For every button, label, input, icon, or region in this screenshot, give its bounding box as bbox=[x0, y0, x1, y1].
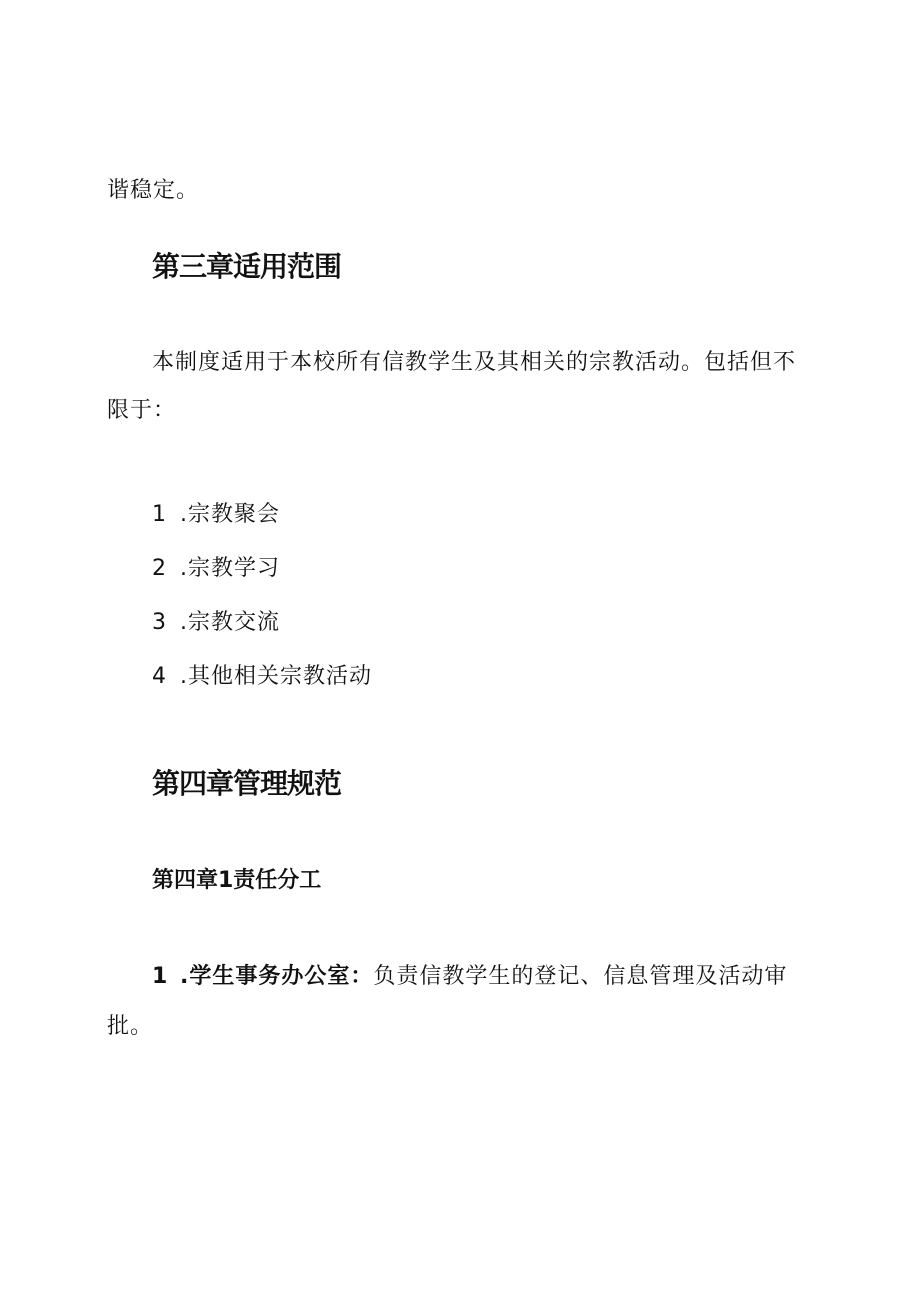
list-item-number: 1 bbox=[152, 502, 167, 527]
responsibility-label: .学生事务办公室： bbox=[180, 964, 374, 989]
list-item-text: .宗教学习 bbox=[180, 556, 280, 581]
chapter-3-title: 第三章适用范围 bbox=[152, 250, 342, 283]
scope-paragraph-line-2: 限于： bbox=[107, 398, 177, 423]
list-item-number: 4 bbox=[152, 664, 167, 689]
previous-paragraph-tail: 谐稳定。 bbox=[107, 178, 200, 203]
list-item-text: .其他相关宗教活动 bbox=[180, 664, 372, 689]
chapter-4-section-1-title: 第四章1责任分工 bbox=[152, 868, 322, 893]
scope-paragraph-line-1: 本制度适用于本校所有信教学生及其相关的宗教活动。包括但不 bbox=[152, 350, 797, 375]
scope-list-item bbox=[152, 504, 280, 526]
scope-list-item bbox=[152, 612, 280, 634]
responsibility-description-line-2: 批。 bbox=[107, 1014, 154, 1039]
list-item-text: .宗教交流 bbox=[180, 610, 280, 635]
chapter-4-title: 第四章管理规范 bbox=[152, 767, 342, 800]
responsibility-description-line-1: 负责信教学生的登记、信息管理及活动审 bbox=[373, 964, 788, 989]
list-item-number: 2 bbox=[152, 556, 167, 581]
list-item-text: .宗教聚会 bbox=[180, 502, 280, 527]
scope-list-item bbox=[152, 558, 280, 580]
responsibility-item bbox=[152, 966, 787, 988]
list-item-number: 3 bbox=[152, 610, 167, 635]
scope-list-item bbox=[152, 666, 372, 688]
responsibility-number: 1 bbox=[152, 964, 169, 989]
